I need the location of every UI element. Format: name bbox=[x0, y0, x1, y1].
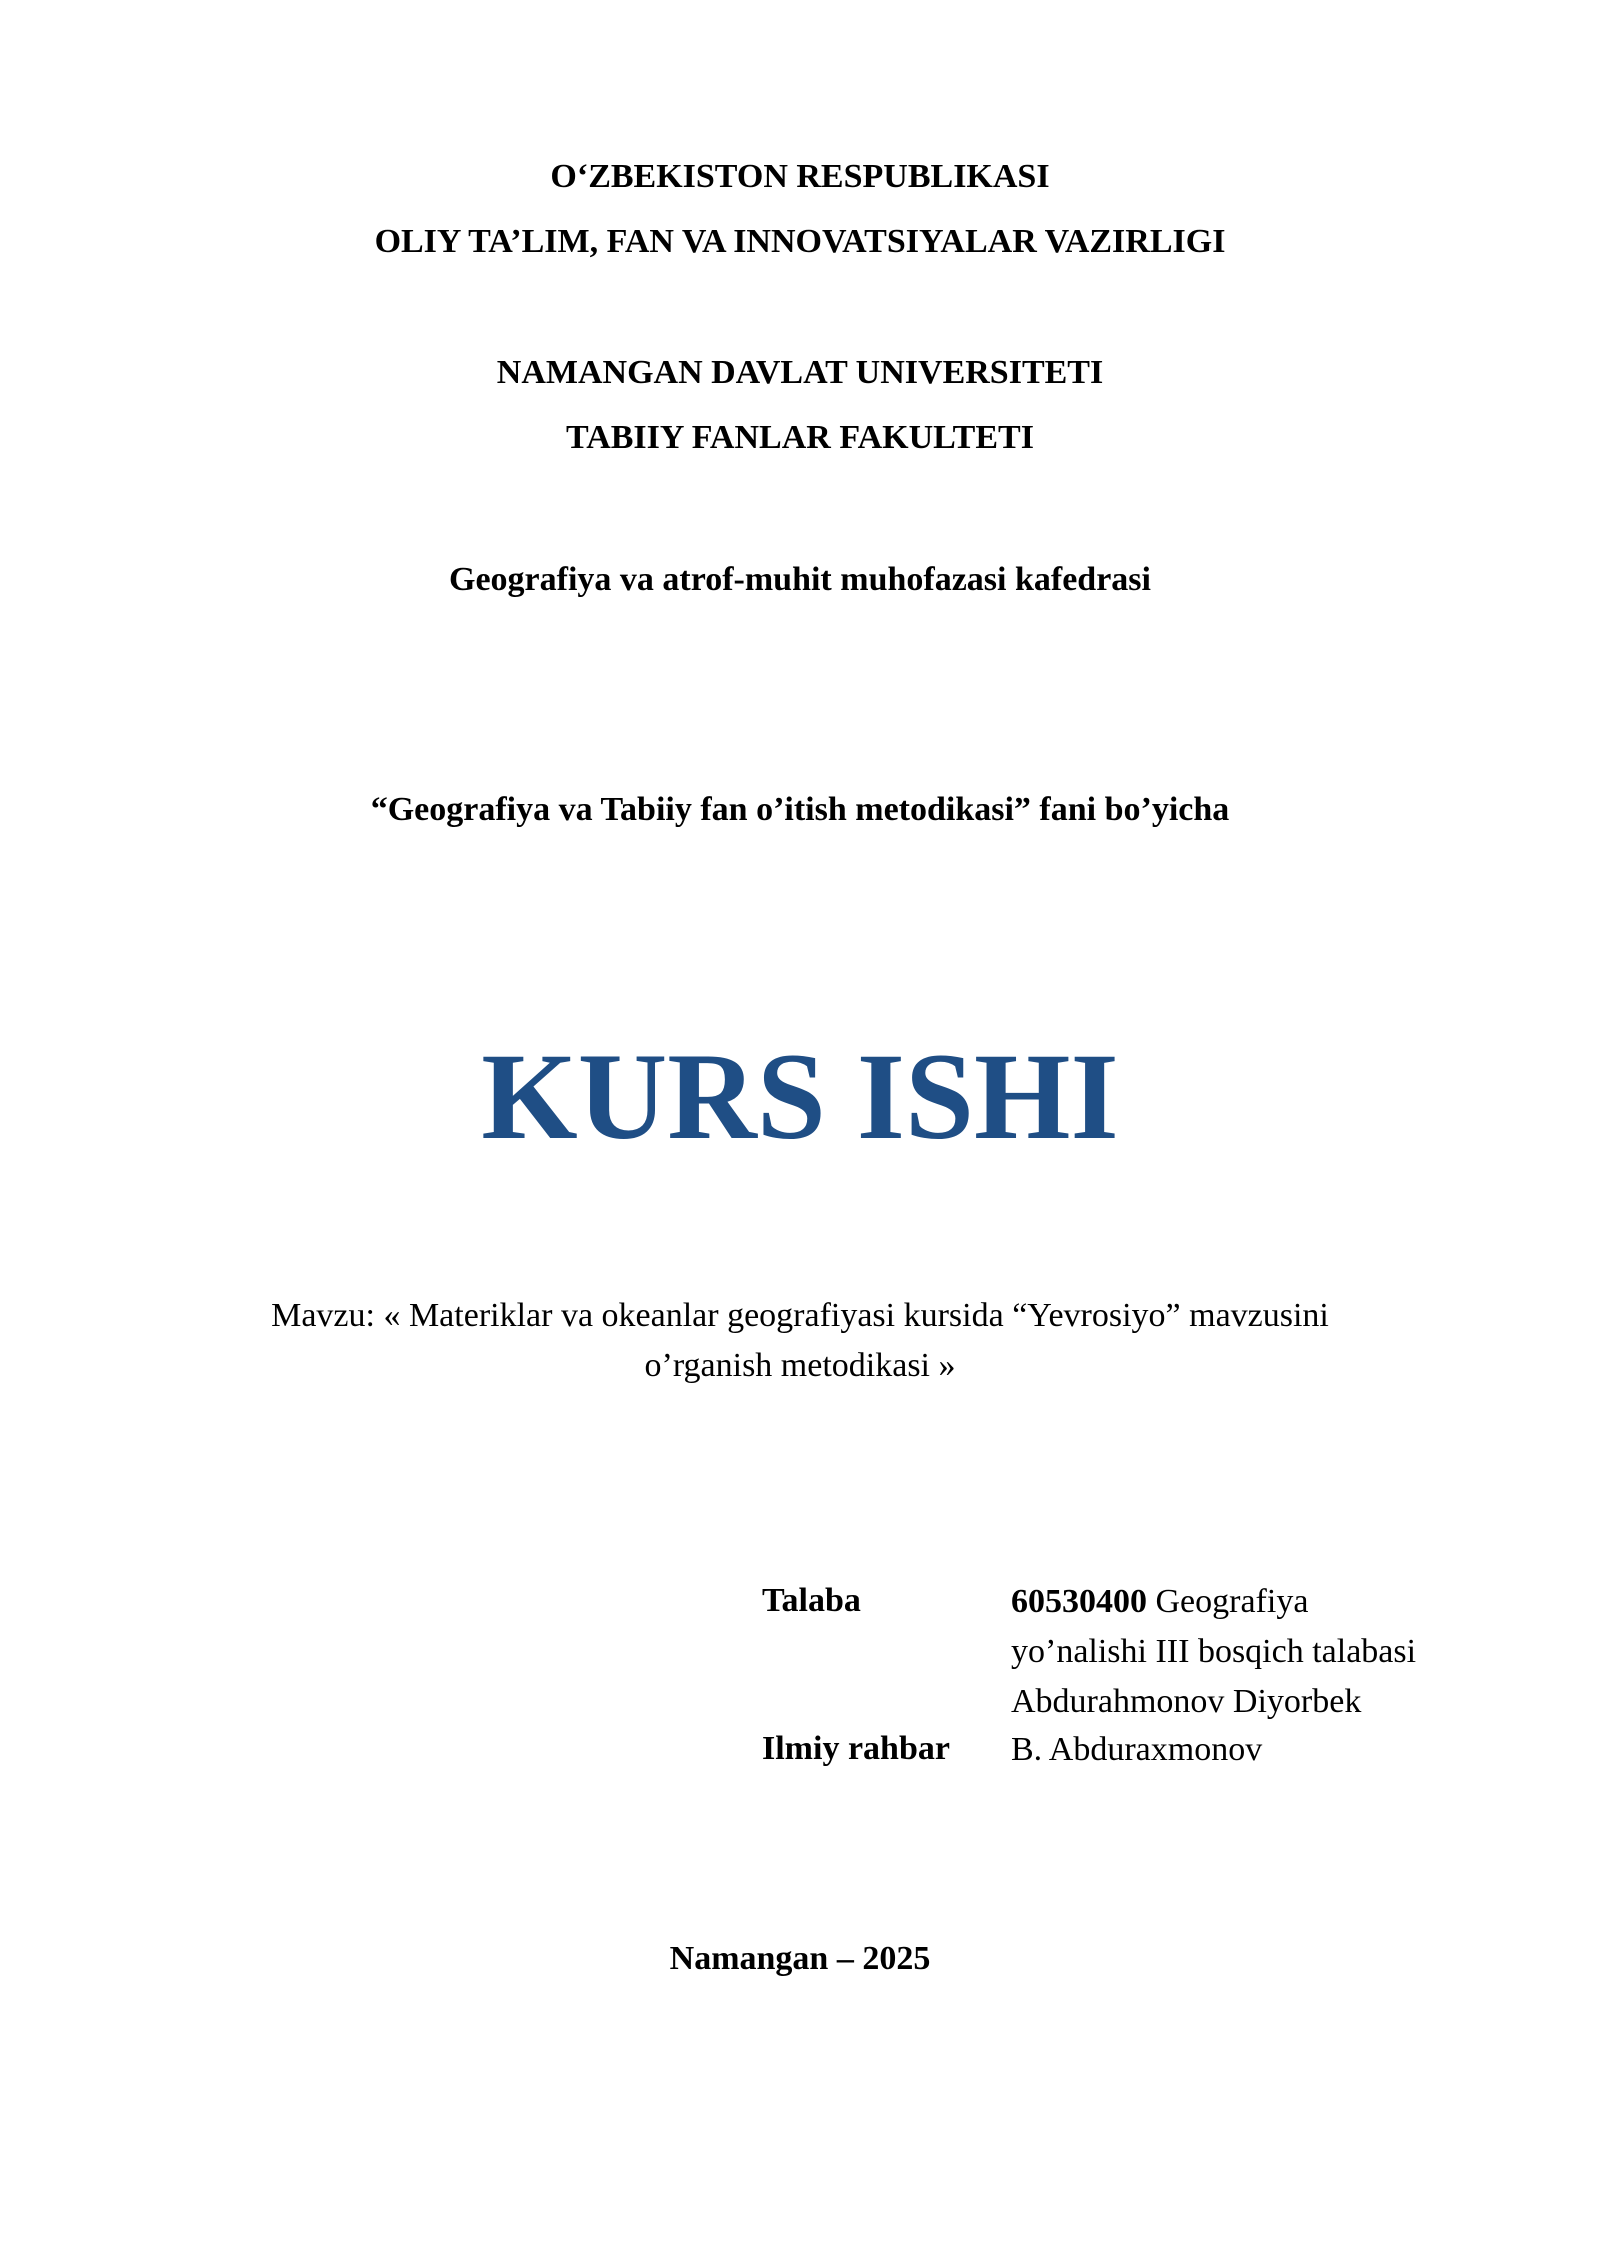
country-heading: O‘ZBEKISTON RESPUBLIKASI bbox=[550, 158, 1050, 195]
topic-line-2: o’rganish metodikasi » bbox=[644, 1347, 956, 1384]
subject-line: “Geografiya va Tabiiy fan o’itish metodikasi” fani bo’yicha bbox=[370, 791, 1230, 828]
department-heading: Geografiya va atrof-muhit muhofazasi kafedrasi bbox=[449, 561, 1151, 598]
topic-line-1: Mavzu: « Materiklar va okeanlar geografiyasi kursida “Yevrosiyo” mavzusini bbox=[271, 1297, 1329, 1334]
topic-paragraph bbox=[200, 1291, 1400, 1391]
faculty-heading: TABIIY FANLAR FAKULTETI bbox=[566, 419, 1034, 456]
university-heading: NAMANGAN DAVLAT UNIVERSITETI bbox=[496, 354, 1104, 391]
ministry-heading: OLIY TA’LIM, FAN VA INNOVATSIYALAR VAZIRLIGI bbox=[374, 223, 1226, 260]
student-line-2: yo’nalishi III bosqich talabasi bbox=[1011, 1633, 1417, 1670]
supervisor-label: Ilmiy rahbar bbox=[762, 1730, 950, 1767]
place-year: Namangan – 2025 bbox=[669, 1940, 931, 1977]
document-title: KURS ISHI bbox=[481, 1028, 1119, 1165]
student-label: Talaba bbox=[762, 1582, 861, 1619]
student-line-1 bbox=[1011, 1577, 1416, 1627]
student-info bbox=[1011, 1577, 1416, 1727]
supervisor-name: B. Abduraxmonov bbox=[1011, 1731, 1263, 1768]
student-code: 60530400 bbox=[1011, 1583, 1147, 1620]
student-line-1-rest: Geografiya bbox=[1147, 1583, 1309, 1620]
student-name: Abdurahmonov Diyorbek bbox=[1011, 1683, 1362, 1720]
